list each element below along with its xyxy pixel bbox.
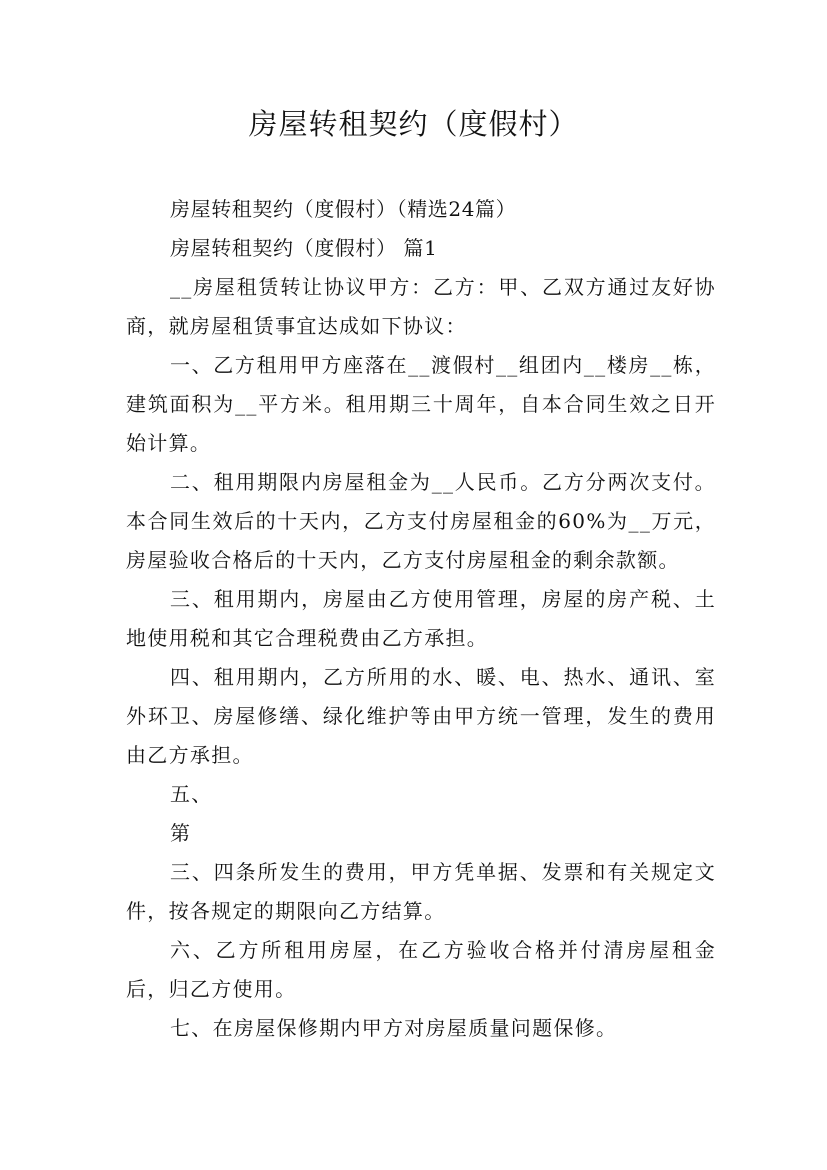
paragraph-heading-collection: 房屋转租契约（度假村）（精选24篇） — [170, 197, 517, 221]
document-title: 房屋转租契约（度假村） — [248, 107, 579, 141]
paragraph-clause-2: 二、租用期限内房屋租金为__人民币。乙方分两次支付。本合同生效后的十天内，乙方支付房屋租金的60%为__万元，房屋验收合格后的十天内，乙方支付房屋租金的剩余款额。 — [126, 470, 716, 572]
paragraph-heading-article: 房屋转租契约（度假村） 篇1 — [170, 236, 438, 260]
paragraph-clause-5-body: 三、四条所发生的费用，甲方凭单据、发票和有关规定文件，按各规定的期限向乙方结算。 — [126, 860, 716, 923]
paragraph-clause-7: 七、在房屋保修期内甲方对房屋质量问题保修。 — [170, 1016, 618, 1040]
document-body — [126, 190, 716, 1048]
paragraph-clause-4: 四、租用期内，乙方所用的水、暖、电、热水、通讯、室外环卫、房屋修缮、绿化维护等由甲方统一管理，发生的费用由乙方承担。 — [126, 665, 716, 767]
paragraph-clause-3: 三、租用期内，房屋由乙方使用管理，房屋的房产税、土地使用税和其它合理税费由乙方承担。 — [126, 587, 716, 650]
paragraph-clause-6: 六、乙方所租用房屋，在乙方验收合格并付清房屋租金后，归乙方使用。 — [126, 938, 716, 1001]
paragraph-clause-5-fragment: 第 — [170, 821, 192, 845]
paragraph-intro: __房屋租赁转让协议甲方：乙方：甲、乙双方通过友好协商，就房屋租赁事宜达成如下协议： — [126, 275, 716, 338]
paragraph-clause-1: 一、乙方租用甲方座落在__渡假村__组团内__楼房__栋，建筑面积为__平方米。租用期三十周年，自本合同生效之日开始计算。 — [126, 353, 716, 455]
paragraph-clause-5-label: 五、 — [170, 782, 213, 806]
